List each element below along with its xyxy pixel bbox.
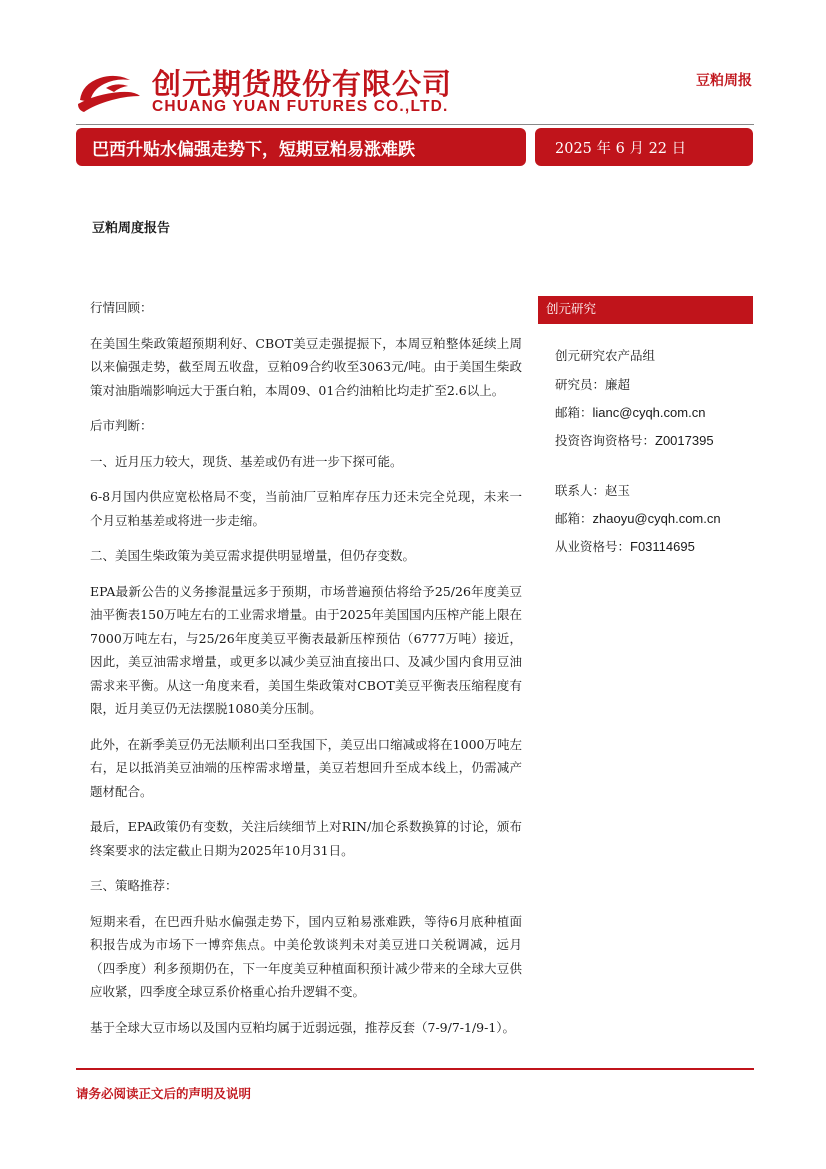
- title-banner: [76, 128, 526, 166]
- analyst-email-row: [555, 403, 705, 421]
- strategy-paragraph-1: 短期来看，在巴西升贴水偏强走势下，国内豆粕易涨难跌，等待6月底种植面积报告成为市场下一博弈焦点。中美伦敦谈判未对美豆进口关税调减，远月（四季度）利多预期仍在，下一年度美豆种植面积预计减少带来的全球大豆供应收紧，四季度全球豆系价格重心抬升逻辑不变。: [90, 913, 522, 999]
- qualification-label: 从业资格号：: [555, 539, 631, 554]
- contact-license-row: [555, 537, 695, 555]
- analyst-email[interactable]: lianc@cyqh.com.cn: [592, 405, 706, 420]
- analyst-label: 研究员：: [555, 377, 606, 392]
- main-content: [90, 296, 522, 1051]
- contact-row: [555, 481, 630, 499]
- company-logo: [76, 66, 456, 118]
- point-2-paragraph-3: 最后，EPA政策仍有变数，关注后续细节上对RIN/加仑系数换算的讨论，颁布终案要求的法定截止日期为2025年10月31日。: [90, 819, 522, 858]
- contact-email-label: 邮箱：: [555, 511, 593, 526]
- point-2-paragraph-2: 此外，在新季美豆仍无法顺利出口至我国下，美豆出口缩减或将在1000万吨左右，足以抵消美豆油端的压榨需求增量，美豆若想回升至成本线上，仍需减产题材配合。: [90, 736, 522, 799]
- footer-divider: [76, 1068, 754, 1070]
- license-label: 投资咨询资格号：: [555, 433, 656, 448]
- contact-label: 联系人：: [555, 483, 606, 498]
- analyst-row: [555, 375, 630, 393]
- analyst-name: 廉超: [605, 377, 631, 392]
- report-type: 豆粕周报: [696, 73, 752, 89]
- email-label: 邮箱：: [555, 405, 593, 420]
- company-emblem-icon: [76, 70, 142, 114]
- point-2-paragraph-1: EPA最新公告的义务掺混量远多于预期，市场普遍预估将给予25/26年度美豆油平衡表150万吨左右的工业需求增量。由于2025年美国国内压榨产能上限在7000万吨左右，与25/26年度美豆平衡表最新压榨预估（6777万吨）接近，因此，美豆油需求增量，或更多以减少美豆油直接出口、及减少国内食用豆油需求来平衡。从这一角度来看，美国生柴政策对CBOT美豆平衡表压缩程度有限，近月美豆仍无法摆脱1080美分压制。: [90, 583, 522, 716]
- sidebar-header-label: 创元研究: [546, 301, 597, 316]
- point-1-paragraph: 6-8月国内供应宽松格局不变，当前油厂豆粕库存压力还未完全兑现，未来一个月豆粕基差或将进一步走缩。: [90, 489, 522, 528]
- date-banner: [535, 128, 753, 166]
- report-title: 巴西升贴水偏强走势下，短期豆粕易涨难跌: [92, 140, 415, 160]
- review-paragraph: 在美国生柴政策超预期利好、CBOT美豆走强提振下，本周豆粕整体延续上周以来偏强走势，截至周五收盘，豆粕09合约收至3063元/吨。由于美国生柴政策对油脂端影响远大于蛋白粕，本周09、01合约油粕比均走扩至2.6以上。: [90, 335, 522, 398]
- research-group: 创元研究农产品组: [555, 348, 656, 363]
- point-1-heading: 一、近月压力较大，现货、基差或仍有进一步下探可能。: [90, 453, 403, 469]
- sidebar-header: [538, 296, 753, 324]
- strategy-heading: 三、策略推荐：: [90, 878, 178, 893]
- company-name-cn: 创元期货股份有限公司: [152, 67, 453, 101]
- footer-disclaimer: 请务必阅读正文后的声明及说明: [76, 1086, 252, 1101]
- point-2-heading: 二、美国生柴政策为美豆需求提供明显增量，但仍存变数。: [90, 548, 416, 563]
- analyst-license-row: [555, 431, 714, 449]
- header-divider: [76, 124, 754, 125]
- contact-license: F03114695: [630, 539, 695, 554]
- report-date: 2025 年 6 月 22 日: [555, 141, 687, 157]
- company-name-en: CHUANG YUAN FUTURES CO.,LTD.: [152, 98, 449, 115]
- contact-name: 赵玉: [605, 483, 631, 498]
- contact-email-row: [555, 509, 721, 527]
- report-label: 豆粕周度报告: [92, 221, 171, 236]
- contact-email[interactable]: zhaoyu@cyqh.com.cn: [592, 511, 721, 526]
- review-heading: 行情回顾：: [90, 300, 153, 315]
- outlook-heading: 后市判断：: [90, 418, 153, 433]
- strategy-paragraph-2: 基于全球大豆市场以及国内豆粕均属于近弱远强，推荐反套（7-9/7-1/9-1）。: [90, 1019, 516, 1035]
- analyst-license: Z0017395: [655, 433, 714, 448]
